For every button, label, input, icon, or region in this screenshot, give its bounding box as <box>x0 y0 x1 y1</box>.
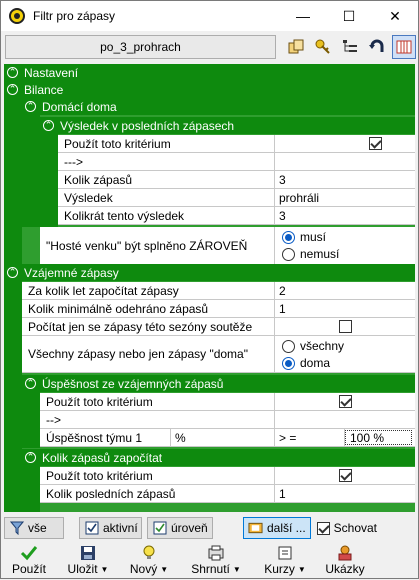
dropdown-caret-icon: ▼ <box>100 564 109 574</box>
filter-name-field[interactable]: po_3_prohrach <box>5 35 276 59</box>
row-kolik-zapasu: Kolik zápasů 3 <box>58 171 415 189</box>
toolbar <box>1 32 418 62</box>
row-za-kolik-let: Za kolik let započítat zápasy 2 <box>22 282 415 300</box>
uspesnost-checkbox[interactable] <box>339 395 352 408</box>
action-bar <box>1 544 418 580</box>
tree-view-button[interactable] <box>338 35 362 59</box>
dropdown-caret-icon: ▼ <box>160 564 169 574</box>
schovat-checkbox[interactable] <box>317 522 330 535</box>
title-bar <box>1 1 418 31</box>
filter-dalsi-button[interactable]: další ... <box>243 517 311 539</box>
key-button[interactable] <box>311 35 335 59</box>
row-arrow: ---> <box>58 153 415 171</box>
pocitat-checkbox[interactable] <box>339 320 352 333</box>
collapse-icon[interactable]: ⌃ <box>44 120 53 130</box>
row-uspesnost-arrow: --> <box>40 411 415 429</box>
row-hoste: "Hosté venku" být splněno ZÁROVEŇ musí nemusí <box>40 227 415 264</box>
row-kolikrat: Kolikrát tento výsledek 3 <box>58 207 415 225</box>
checkbox-icon <box>84 521 99 536</box>
level-icon <box>152 521 167 536</box>
section-vzajemne[interactable]: ⌃ Vzájemné zápasy <box>4 264 415 281</box>
kolik-poslednich-value[interactable]: 1 <box>279 486 286 501</box>
kurzy-button[interactable]: Kurzy ▼ <box>263 544 307 578</box>
film-icon <box>248 521 263 536</box>
section-kolik-zapasu[interactable]: ⌃ Kolik zápasů započítat <box>22 449 415 466</box>
kolikrat-value[interactable]: 3 <box>279 208 286 223</box>
copy-icon <box>287 38 305 56</box>
schovat-toggle[interactable]: Schovat <box>313 517 377 539</box>
section-uspesnost[interactable]: ⌃ Úspěšnost ze vzájemných zápasů <box>22 375 415 392</box>
filter-vse-button[interactable]: vše <box>4 517 64 539</box>
row-kolik-min: Kolik minimálně odehráno zápasů 1 <box>22 300 415 318</box>
app-icon <box>9 8 25 24</box>
row-pouzit-uspesnost: Použít toto kritérium <box>40 393 415 411</box>
vysledek-value[interactable]: prohráli <box>279 190 320 205</box>
copy-button[interactable] <box>284 35 308 59</box>
collapse-icon[interactable]: ⌃ <box>26 378 35 388</box>
window-title: Filtr pro zápasy <box>33 9 116 23</box>
dropdown-caret-icon: ▼ <box>297 564 306 574</box>
funnel-icon <box>9 521 24 536</box>
collapse-icon[interactable]: ⌃ <box>8 84 17 94</box>
kolik-zapasu-value[interactable]: 3 <box>279 172 286 187</box>
filter-aktivni-button[interactable]: aktivní <box>79 517 142 539</box>
hoste-nemusi-radio[interactable] <box>282 248 295 261</box>
collapse-icon[interactable]: ⌃ <box>8 67 17 77</box>
unit-field[interactable]: % <box>171 429 275 446</box>
shrnuti-button[interactable]: Shrnutí ▼ <box>191 544 241 578</box>
odds-icon <box>277 544 293 562</box>
section-vysledek[interactable]: ⌃ Výsledek v posledních zápasech <box>40 117 415 134</box>
section-nastaveni[interactable]: ⌃ Nastavení <box>4 64 415 81</box>
ukazky-button[interactable]: Ukázky <box>323 544 367 578</box>
collapse-icon[interactable]: ⌃ <box>26 452 35 462</box>
row-vsechny: Všechny zápasy nebo jen zápasy "doma" všechny doma <box>22 336 415 373</box>
undo-icon <box>368 38 386 56</box>
za-kolik-let-value[interactable]: 2 <box>279 283 286 298</box>
row-pouzit-vysledek: Použít toto kritérium <box>58 135 415 153</box>
tree-icon <box>341 38 359 56</box>
filter-bar <box>1 515 418 541</box>
hoste-musi-radio[interactable] <box>282 231 295 244</box>
examples-icon <box>336 544 354 562</box>
close-button[interactable]: ✕ <box>389 7 401 24</box>
pouzit-checkbox[interactable] <box>369 137 382 150</box>
ulozit-button[interactable]: Uložit ▼ <box>63 544 113 578</box>
kolik-checkbox[interactable] <box>339 469 352 482</box>
section-domaci-doma[interactable]: ⌃ Domácí doma <box>22 98 415 115</box>
operator-field[interactable]: > = <box>275 429 345 446</box>
vsechny-radio[interactable] <box>282 340 295 353</box>
dropdown-caret-icon: ▼ <box>232 564 241 574</box>
collapse-icon[interactable]: ⌃ <box>8 267 17 277</box>
section-bilance[interactable]: ⌃ Bilance <box>4 81 415 98</box>
columns-button[interactable] <box>392 35 416 59</box>
save-icon <box>80 544 96 562</box>
doma-radio[interactable] <box>282 357 295 370</box>
undo-button[interactable] <box>365 35 389 59</box>
summary-icon <box>208 544 224 562</box>
row-pouzit-kolik: Použít toto kritérium <box>40 467 415 485</box>
row-kolik-poslednich: Kolik posledních zápasů 1 <box>40 485 415 503</box>
checkmark-icon <box>20 544 38 562</box>
filter-tree <box>4 64 415 512</box>
columns-icon <box>396 39 412 55</box>
row-pocitat: Počítat jen se zápasy této sezóny soutěže <box>22 318 415 336</box>
row-uspesnost-tymu: Úspěšnost týmu 1 % > = 100 % <box>40 429 415 447</box>
row-vysledek: Výsledek prohráli <box>58 189 415 207</box>
minimize-button[interactable]: — <box>296 8 310 24</box>
kolik-min-value[interactable]: 1 <box>279 301 286 316</box>
uspesnost-value-field[interactable]: 100 % <box>345 430 412 445</box>
pouzit-button[interactable]: Použít <box>11 544 47 578</box>
novy-button[interactable]: Nový ▼ <box>131 544 167 578</box>
maximize-button[interactable]: ☐ <box>342 7 356 24</box>
key-icon <box>314 38 332 56</box>
filter-uroven-button[interactable]: úroveň <box>147 517 213 539</box>
lightbulb-icon <box>142 544 156 562</box>
collapse-icon[interactable]: ⌃ <box>26 101 35 111</box>
